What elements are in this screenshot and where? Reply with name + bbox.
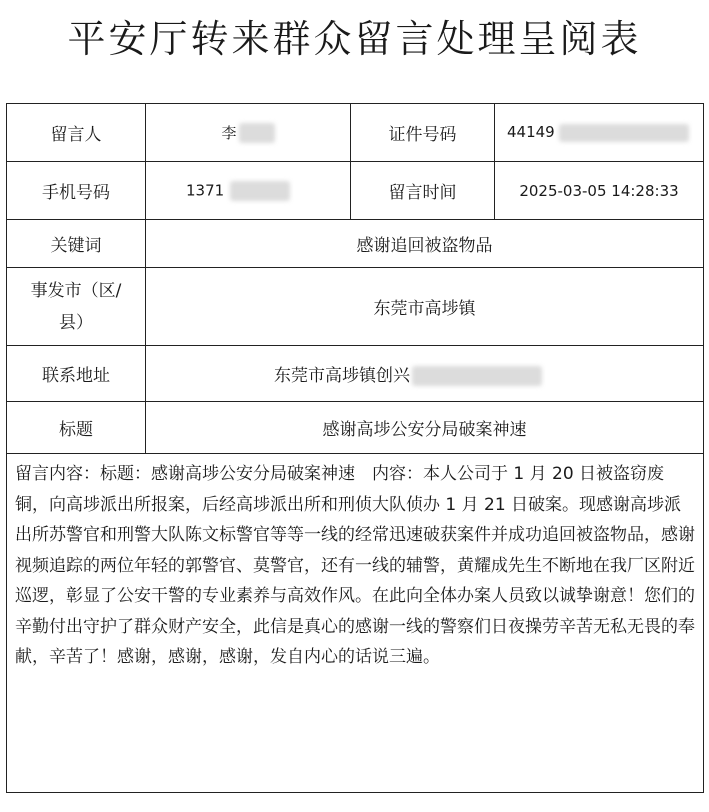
row-district (7, 268, 704, 346)
row-subject (7, 402, 704, 454)
id-label: 证件号码 (351, 104, 495, 162)
subject-value: 感谢高埗公安分局破案神速 (146, 402, 704, 454)
row-content (7, 454, 704, 793)
petition-form-table (6, 103, 704, 793)
author-value (146, 104, 351, 162)
message-content: 留言内容：标题：感谢高埗公安分局破案神速 内容：本人公司于 1 月 20 日被盗窃废铜，向高埗派出所报案，后经高埗派出所和刑侦大队侦办 1 月 21 日破案。现感谢高埗派出所苏警官和刑警大队陈文标警官等等一线的经常迅速破获案件并成功追回被盗物品，感谢视频追踪的两位年轻的郭警官、莫警官，还有一线的辅警，黄耀成先生不断地在我厂区附近巡逻，彰显了公安干警的专业素养与高效作风。在此向全体办案人员致以诚挚谢意！您们的辛勤付出守护了群众财产安全，此信是真心的感谢一线的警察们日夜操劳辛苦无私无畏的奉献，辛苦了！感谢，感谢，感谢，发自内心的话说三遍。 (7, 454, 704, 793)
address-label: 联系地址 (7, 346, 146, 402)
district-value: 东莞市高埗镇 (146, 268, 704, 346)
row-author-id (7, 104, 704, 162)
id-value (495, 104, 704, 162)
keyword-label: 关键词 (7, 220, 146, 268)
time-label: 留言时间 (351, 162, 495, 220)
time-value: 2025-03-05 14:28:33 (495, 162, 704, 220)
author-name-text: 李 (221, 123, 237, 142)
row-keyword (7, 220, 704, 268)
phone-value (146, 162, 351, 220)
phone-label: 手机号码 (7, 162, 146, 220)
keyword-value: 感谢追回被盗物品 (146, 220, 704, 268)
redaction-mask (239, 123, 275, 143)
subject-label: 标题 (7, 402, 146, 454)
redaction-mask (230, 181, 290, 201)
row-address (7, 346, 704, 402)
redaction-mask (412, 366, 542, 386)
phone-number-text: 1371 (186, 181, 225, 199)
address-text: 东莞市高埗镇创兴 (274, 366, 410, 386)
form-title: 平安厅转来群众留言处理呈阅表 (67, 17, 642, 61)
row-phone-time (7, 162, 704, 220)
author-label: 留言人 (7, 104, 146, 162)
id-number-text: 44149 (507, 123, 555, 142)
redaction-mask (559, 124, 689, 142)
address-value (146, 346, 704, 402)
district-label: 事发市（区/县） (7, 268, 146, 346)
